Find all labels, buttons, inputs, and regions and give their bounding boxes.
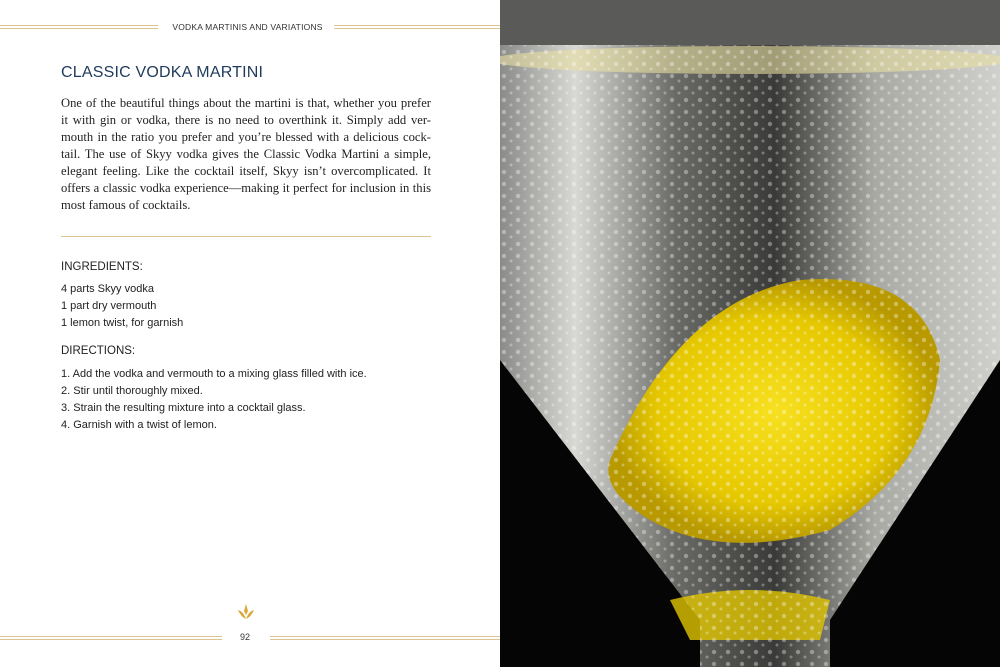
intro-line: elegant feeling. Like the cocktail itself, Skyy isn’t overcomplicated. It [61, 164, 431, 178]
directions-heading: DIRECTIONS: [61, 345, 136, 357]
ingredients-heading: INGREDIENTS: [61, 261, 143, 273]
intro-line: mouth in the ratio you prefer and you’re blessed with a delicious cock- [61, 130, 431, 144]
martini-photo [500, 0, 1000, 667]
page-number: 92 [239, 632, 250, 642]
leaf-ornament-icon [237, 603, 255, 621]
recipe-intro [61, 95, 431, 214]
intro-line: One of the beautiful things about the martini is that, whether you prefer [61, 96, 431, 110]
direction-step: 2. Stir until thoroughly mixed. [61, 385, 203, 397]
directions-list [61, 366, 367, 434]
recipe-title: CLASSIC VODKA MARTINI [61, 64, 264, 81]
section-divider [61, 236, 431, 237]
martini-glass-image [500, 0, 1000, 667]
footer-rule-right [270, 636, 500, 640]
header-rule-right [334, 25, 500, 29]
direction-step: 3. Strain the resulting mixture into a cocktail glass. [61, 402, 306, 414]
header-rule-left [0, 25, 158, 29]
ingredient-item: 1 part dry vermouth [61, 300, 157, 312]
ingredients-list [61, 281, 183, 332]
direction-step: 1. Add the vodka and vermouth to a mixing glass filled with ice. [61, 368, 367, 380]
intro-line: most famous of cocktails. [61, 198, 191, 212]
running-header: VODKA MARTINIS AND VARIATIONS [172, 22, 323, 32]
intro-line: it with gin or vodka, there is no need to overthink it. Simply add ver- [61, 113, 431, 127]
direction-step: 4. Garnish with a twist of lemon. [61, 419, 217, 431]
ingredient-item: 1 lemon twist, for garnish [61, 317, 184, 329]
footer-rule-left [0, 636, 222, 640]
intro-line: offers a classic vodka experience—making it perfect for inclusion in this [61, 181, 431, 195]
intro-line: tail. The use of Skyy vodka gives the Classic Vodka Martini a simple, [61, 147, 431, 161]
ingredient-item: 4 parts Skyy vodka [61, 283, 154, 295]
